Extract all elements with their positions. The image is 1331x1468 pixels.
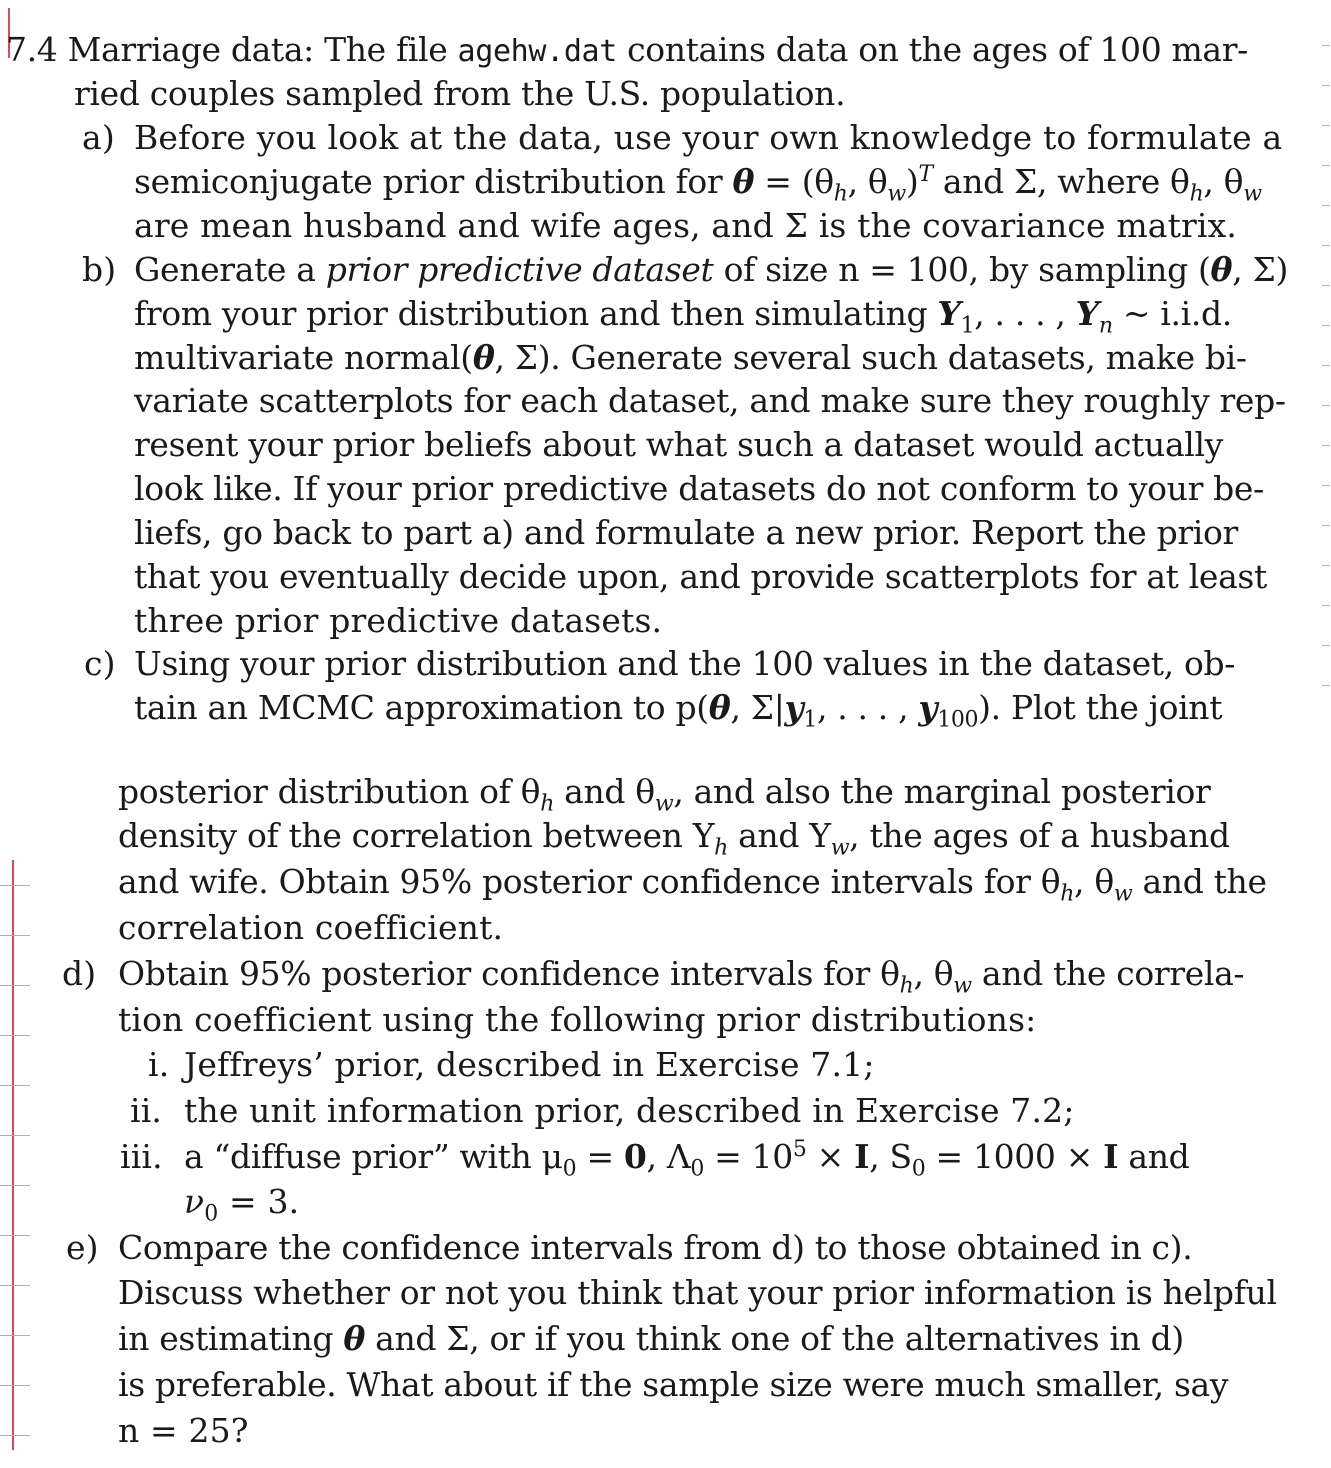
text-segment: of size n = 100, by sampling (	[723, 250, 1211, 289]
text-segment: = (θ	[764, 162, 834, 201]
text-segment: and wife. Obtain 95% posterior confidence intervals for θ	[118, 862, 1061, 901]
text-segment: , Σ). Generate several such datasets, make bi-	[494, 338, 1247, 377]
part-d-iii-line-2	[184, 1182, 300, 1227]
part-b-line-7: liefs, go back to part a) and formulate a new prior. Report the prior	[134, 513, 1238, 552]
text-segment: and the	[1142, 862, 1267, 901]
Y-symbol: Y	[937, 294, 961, 333]
text-segment: contains data on the ages of 100 mar-	[627, 30, 1248, 69]
text-segment: , θ	[1203, 162, 1244, 201]
part-d-label: d)	[62, 954, 97, 993]
text-segment: , S	[869, 1137, 912, 1176]
subscript: w	[953, 973, 972, 999]
theta-symbol: θ	[1210, 250, 1233, 289]
text-segment: The file	[324, 30, 448, 69]
text-segment: and θ	[564, 772, 655, 811]
text-segment: , and also the marginal posterior	[673, 772, 1211, 811]
part-d-line-1	[118, 954, 1245, 999]
subscript: 0	[204, 1201, 219, 1227]
part-b-line-9: three prior predictive datasets.	[134, 601, 663, 640]
text-segment: Obtain 95% posterior confidence intervals for θ	[118, 954, 900, 993]
text-segment: and the correla-	[981, 954, 1245, 993]
text-segment: ). Plot the joint	[978, 688, 1223, 727]
text-segment: posterior distribution of θ	[118, 772, 541, 811]
text-segment: density of the correlation between Y	[118, 816, 715, 855]
text-segment: =	[586, 1137, 614, 1176]
subscript: h	[540, 791, 555, 817]
theta-symbol: θ	[732, 162, 755, 201]
part-c-line-3	[118, 772, 1211, 817]
part-b-line-8: that you eventually decide upon, and provide scatterplots for at least	[134, 557, 1267, 596]
margin-rule-bottom	[12, 860, 14, 1450]
superscript: T	[918, 162, 933, 187]
subscript: w	[887, 181, 906, 207]
subscript: h	[899, 973, 914, 999]
part-e-line-3	[118, 1319, 1184, 1359]
subscript: w	[1113, 881, 1133, 907]
part-b-line-5: resent your prior beliefs about what such a dataset would actually	[134, 425, 1223, 464]
part-b-line-2	[134, 294, 1232, 339]
text-segment: and Σ, where θ	[942, 162, 1190, 201]
text-segment: , . . . ,	[816, 688, 909, 727]
part-d-i-text: Jeffreys’ prior, described in Exercise 7.1;	[184, 1045, 875, 1084]
text-segment: , . . . ,	[974, 294, 1066, 333]
part-e-label: e)	[66, 1228, 99, 1267]
theta-symbol: θ	[472, 338, 495, 377]
part-d-ii-label: ii.	[130, 1091, 163, 1130]
y-symbol: y	[918, 688, 938, 727]
file-name: agehw.dat	[457, 34, 617, 69]
part-a-label: a)	[82, 118, 115, 157]
part-a-line-1: Before you look at the data, use your own knowledge to formulate a	[134, 118, 1283, 157]
Y-symbol: Y	[1075, 294, 1099, 333]
intro-line-2: ried couples sampled from the U.S. population.	[74, 74, 846, 113]
subscript: 0	[562, 1156, 577, 1182]
part-b-line-6: look like. If your prior predictive datasets do not conform to your be-	[134, 469, 1264, 508]
text-segment: , Σ)	[1232, 250, 1288, 289]
text-segment: Generate a	[134, 250, 316, 289]
subscript: 100	[937, 707, 979, 733]
part-c-line-6: correlation coefficient.	[118, 908, 504, 947]
part-c-label: c)	[84, 644, 116, 683]
text-segment: ×	[816, 1137, 844, 1176]
text-segment: , θ	[1074, 862, 1114, 901]
nu-symbol: ν	[184, 1182, 205, 1221]
zero-vector: 0	[623, 1137, 647, 1176]
text-segment: semiconjugate prior distribution for	[134, 162, 723, 201]
text-segment: tain an MCMC approximation to p(	[134, 688, 709, 727]
text-segment: and Σ, or if you think one of the alternatives in d)	[375, 1319, 1184, 1358]
part-d-iii-label: iii.	[120, 1137, 163, 1176]
text-segment: multivariate normal(	[134, 338, 473, 377]
theta-symbol: θ	[343, 1319, 365, 1358]
identity-matrix: I	[1103, 1137, 1119, 1176]
subscript: w	[830, 835, 850, 861]
theta-symbol: θ	[708, 688, 731, 727]
part-e-line-4: is preferable. What about if the sample size were much smaller, say	[118, 1365, 1229, 1404]
text-segment: , Λ	[646, 1137, 691, 1176]
text-segment: , Σ|	[730, 688, 785, 727]
exercise-number: 7.4	[6, 30, 58, 69]
part-c-line-2	[134, 688, 1223, 733]
subscript: 1	[960, 313, 975, 339]
part-b-line-4: variate scatterplots for each dataset, and make sure they roughly rep-	[134, 381, 1286, 420]
part-c-line-4	[118, 816, 1230, 861]
part-d-line-2: tion coefficient using the following prior distributions:	[118, 1000, 1037, 1039]
text-segment: )	[905, 162, 919, 201]
part-d-iii-text	[184, 1137, 1190, 1182]
subscript: h	[1189, 181, 1204, 207]
exercise-title: Marriage data:	[67, 30, 314, 69]
text-segment: ~ i.i.d.	[1122, 294, 1232, 333]
subscript: 0	[911, 1156, 926, 1182]
text-segment: = 10	[714, 1137, 793, 1176]
part-c-line-5	[118, 862, 1267, 907]
subscript: h	[1060, 881, 1075, 907]
subscript: w	[654, 791, 674, 817]
part-e-line-2: Discuss whether or not you think that your prior information is helpful	[118, 1273, 1277, 1312]
subscript: n	[1098, 313, 1113, 339]
text-segment: from your prior distribution and then simulating	[134, 294, 928, 333]
text-segment: , θ	[913, 954, 954, 993]
part-b-line-3	[134, 338, 1247, 378]
part-c-line-1: Using your prior distribution and the 100 values in the dataset, ob-	[134, 644, 1236, 683]
text-segment: and	[1128, 1137, 1190, 1176]
part-a-line-2	[134, 162, 1262, 207]
subscript: 0	[690, 1156, 704, 1182]
part-b-line-1	[134, 250, 1288, 290]
text-segment: = 1000 ×	[935, 1137, 1093, 1176]
text-segment: , θ	[847, 162, 888, 201]
part-e-line-1: Compare the confidence intervals from d) to those obtained in c).	[118, 1228, 1193, 1267]
exercise-header-line	[6, 30, 1248, 72]
emphasis-text: prior predictive dataset	[325, 250, 714, 289]
subscript: h	[714, 835, 728, 861]
subscript: w	[1243, 181, 1262, 207]
superscript: 5	[792, 1137, 807, 1162]
text-segment: = 3.	[229, 1182, 300, 1221]
part-d-ii-text: the unit information prior, described in Exercise 7.2;	[184, 1091, 1075, 1130]
text-segment: a “diffuse prior” with μ	[184, 1137, 563, 1176]
text-segment: and Y	[738, 816, 831, 855]
part-a-line-3: are mean husband and wife ages, and Σ is the covariance matrix.	[134, 206, 1238, 245]
identity-matrix: I	[854, 1137, 870, 1176]
text-segment: , the ages of a husband	[849, 816, 1230, 855]
part-b-label: b)	[82, 250, 117, 289]
subscript: 1	[803, 707, 817, 733]
y-symbol: y	[784, 688, 804, 727]
part-d-i-label: i.	[148, 1045, 170, 1084]
part-e-line-5: n = 25?	[118, 1411, 249, 1450]
subscript: h	[833, 181, 848, 207]
text-segment: in estimating	[118, 1319, 334, 1358]
